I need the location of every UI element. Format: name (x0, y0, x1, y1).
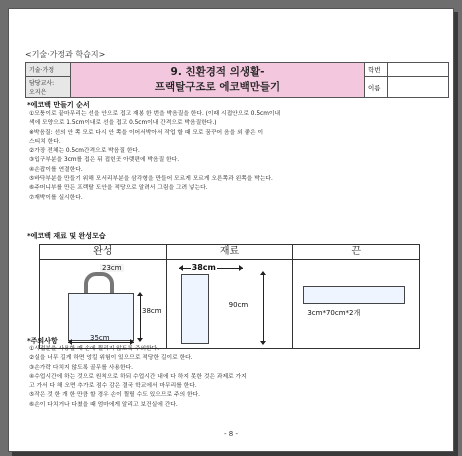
making-steps-list (29, 110, 449, 203)
teacher-label: 담당교사: (29, 80, 55, 87)
fabric-rect (181, 274, 209, 344)
finished-bag-diagram (40, 260, 166, 348)
bag-width-line (68, 342, 134, 343)
fabric-width-dimension: 38cm (191, 263, 216, 272)
arrow-down-icon (137, 338, 143, 342)
bag-width-dimension: 35cm (90, 334, 110, 342)
step-line: ※박음질: 선의 안 쪽 모로 다시 안 쪽을 이어서박아서 작업 할 때 모로 꿈꾸어 음을 외 좋은 이 (29, 129, 264, 136)
step-line: ②가장 전체는 0.5cm간격으로 박음질 한다. (29, 148, 140, 155)
caution-line: ⑤작은 것 한 개 한 만큼 할 경우 손이 찔릴 수도 있으므로 주의 한다. (29, 392, 200, 399)
caution-line: 고 가서 다 해 오면 추가로 점수 감은 결국 학교에서 마무리를 한다. (29, 383, 197, 390)
fabric-height-line (263, 272, 264, 344)
step-line: ⑥주머니부를 만든 프랙탈 도안을 적당으로 알려서 그림을 그려 넣는다. (29, 185, 208, 192)
finished-column-header: 완성 (40, 245, 166, 260)
student-name-field[interactable] (388, 77, 449, 98)
strap-dimension: 3cm*70cm*2개 (307, 309, 361, 317)
step-line: ⑦재박이를 실시한다. (29, 194, 83, 201)
teacher-name: 오지은 (29, 89, 47, 96)
arrow-up-icon (260, 271, 266, 275)
teacher-cell (26, 77, 71, 98)
worksheet-title (71, 63, 365, 98)
caution-list (29, 345, 449, 410)
step-line: ④손잡이를 연결한다. (29, 166, 83, 173)
bag-handle-dimension: 23cm (102, 264, 122, 272)
step-line: ⑤바닥부분을 만들기 위해 모서리부분을 삼각형을 만들어 모르게 모르게 오른쪽과 왼쪽을 박는다. (29, 176, 273, 183)
materials-table (39, 244, 420, 349)
arrow-up-icon (137, 292, 143, 296)
document-page (8, 8, 454, 452)
caution-line: ③손가락 다치지 않도록 골무를 사용한다. (29, 364, 134, 371)
caution-line: ②실을 너무 길게 하면 엉킬 위험이 있으므로 적당한 길이로 한다. (29, 355, 193, 362)
materials-heading: *에코백 재료 및 완성모습 (27, 232, 106, 240)
strap-diagram (293, 260, 419, 348)
strap-column (292, 245, 419, 348)
fabric-column (166, 245, 293, 348)
subject-line: <기술·가정과 학습지> (25, 50, 106, 59)
strap-rect (303, 286, 405, 304)
fabric-column-header: 재료 (167, 245, 293, 260)
worksheet-header (25, 62, 449, 98)
caution-line: ④수업시간에 하는 것으로 원칙으로 하되 수업시간 내에 다 하지 못한 것은 과제로 가지 (29, 373, 247, 380)
bag-height-dimension: 38cm (142, 307, 162, 315)
caution-line: ①시접분을 사용할 때 손에 찔리지 않도록 주의한다. (29, 346, 160, 352)
arrow-left-icon (179, 265, 183, 271)
fabric-diagram (167, 260, 293, 348)
step-line: ①모퉁이로 끝마무리는 선을 안으로 접고 재봉 한 번을 박음질을 한다. (이때 시접안으로 0.5cm이내 (29, 111, 281, 117)
page-number: - 8 - (224, 430, 238, 438)
step-line: 스티치 한다. (29, 138, 61, 145)
student-name-label: 이름 (365, 77, 388, 98)
step-line: ③입구부분을 3cm를 접은 뒤 접힌곳 아랫편에 박음질 한다. (29, 157, 180, 164)
caution-line: ⑥손이 다치거나 다쳤을 때 엄마에게 알리고 보건실에 간다. (29, 401, 178, 408)
class-number-label: 학번 (365, 63, 388, 77)
title-line-2: 프랙탈구조로 에코백만들기 (154, 81, 281, 93)
fabric-height-dimension: 90cm (228, 301, 249, 309)
strap-column-header: 끈 (293, 245, 419, 260)
caution-heading: *주의사항 (27, 337, 58, 345)
step-line: 색에 모양으로 1.5cm이내로 선을 접고 0.5cm이내 간격으로 박음질한다.) (29, 120, 217, 127)
arrow-right-icon (239, 265, 243, 271)
making-steps-heading: *에코백 만들기 순서 (27, 101, 90, 109)
bag-height-line (140, 293, 141, 341)
title-line-1: 9. 친환경적 의생활- (170, 66, 265, 78)
class-number-field[interactable] (388, 63, 449, 77)
finished-column (40, 245, 166, 348)
unit-label: 기술·가정 (26, 63, 71, 77)
